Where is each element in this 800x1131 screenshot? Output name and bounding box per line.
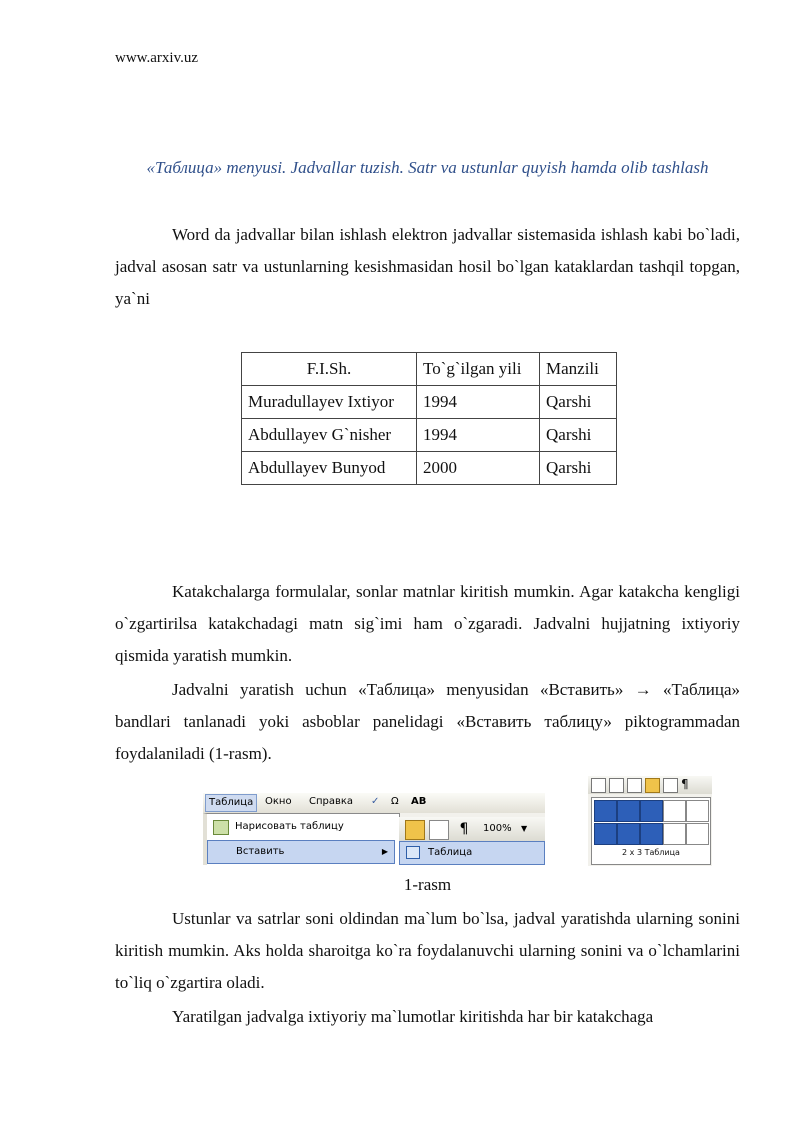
table-cell: Qarshi xyxy=(540,419,617,452)
table-header-cell: To`g`ilgan yili xyxy=(417,353,540,386)
pilcrow-icon[interactable]: ¶ xyxy=(459,821,469,837)
standard-toolbar xyxy=(399,817,545,841)
draw-table-item[interactable] xyxy=(207,816,393,838)
table-header-row xyxy=(242,353,617,386)
table-cell: Abdullayev G`nisher xyxy=(242,419,417,452)
table-cell: 1994 xyxy=(417,419,540,452)
grid-caption: 2 x 3 Таблица xyxy=(622,848,680,857)
zoom-value[interactable]: 100% xyxy=(483,823,512,834)
grid-picker-screenshot xyxy=(588,776,712,866)
grid-cell[interactable] xyxy=(640,800,663,822)
grid-cell[interactable] xyxy=(663,800,686,822)
table-icon xyxy=(406,846,420,859)
table-header-cell: F.I.Sh. xyxy=(242,353,417,386)
table-row xyxy=(242,419,617,452)
menu-table[interactable]: Таблица xyxy=(205,794,257,812)
spellcheck-icon[interactable]: ✓ xyxy=(371,796,380,807)
table-submenu-item[interactable] xyxy=(400,842,544,864)
table-size-grid[interactable] xyxy=(591,797,711,865)
drawing-icon[interactable] xyxy=(663,778,678,793)
table-cell: 2000 xyxy=(417,452,540,485)
insert-item[interactable] xyxy=(207,840,395,864)
grid-cell[interactable] xyxy=(594,800,617,822)
new-doc-icon[interactable] xyxy=(591,778,606,793)
menu-screenshot xyxy=(203,793,545,865)
insert-table-icon[interactable] xyxy=(405,820,425,840)
table-submenu-label: Таблица xyxy=(428,847,473,858)
menubar xyxy=(203,793,545,813)
table-icon[interactable] xyxy=(609,778,624,793)
table-row xyxy=(242,452,617,485)
zoom-dropdown-icon[interactable]: ▼ xyxy=(521,824,528,833)
font-style-icon[interactable]: AB xyxy=(411,796,427,807)
column-icon[interactable] xyxy=(627,778,642,793)
figure-caption: 1-rasm xyxy=(403,875,452,894)
grid-cell[interactable] xyxy=(594,823,617,845)
menu-window[interactable]: Окно xyxy=(265,796,292,807)
grid-cell[interactable] xyxy=(640,823,663,845)
site-url: www.arxiv.uz xyxy=(115,50,199,66)
grid-cell[interactable] xyxy=(617,823,640,845)
table-cell: Qarshi xyxy=(540,386,617,419)
insert-table-icon[interactable] xyxy=(645,778,660,793)
omega-icon[interactable]: Ω xyxy=(391,796,399,807)
pilcrow-icon[interactable]: ¶ xyxy=(681,777,689,791)
insert-label: Вставить xyxy=(236,846,285,857)
sample-table xyxy=(241,352,617,485)
table-cell: Muradullayev Ixtiyor xyxy=(242,386,417,419)
paragraph-intro: Word da jadvallar bilan ishlash elektron jadvallar sistemasida ishlash kabi bo`ladi, jadval asosan satr va ustunlarning kesishmasidan hosil bo`lgan kataklardan tashqil topgan, ya`ni xyxy=(115,225,740,308)
grid-cell[interactable] xyxy=(686,823,709,845)
paragraph-create: Jadvalni yaratish uchun «Таблица» menyusidan «Вставить» → «Таблица» bandlari tanlanadi yoki asboblar panelidagi «Вставить таблицу» piktogrammadan foydalaniladi (1-rasm). xyxy=(115,680,740,763)
picker-toolbar xyxy=(588,776,712,794)
grid-cell[interactable] xyxy=(617,800,640,822)
grid-cell[interactable] xyxy=(686,800,709,822)
pencil-icon xyxy=(213,820,229,835)
table-cell: Qarshi xyxy=(540,452,617,485)
insert-submenu xyxy=(399,841,545,865)
table-header-cell: Manzili xyxy=(540,353,617,386)
table-dropdown xyxy=(203,813,400,865)
table-row xyxy=(242,386,617,419)
table-cell: 1994 xyxy=(417,386,540,419)
grid-cell[interactable] xyxy=(663,823,686,845)
menu-help[interactable]: Справка xyxy=(309,796,354,807)
paragraph-data-entry: Yaratilgan jadvalga ixtiyoriy ma`lumotlar kiritishda har bir katakchaga xyxy=(172,1007,654,1026)
table-cell: Abdullayev Bunyod xyxy=(242,452,417,485)
paragraph-cells: Katakchalarga formulalar, sonlar matnlar kiritish mumkin. Agar katakcha kengligi o`zgartirilsa katakchadagi matn sig`imi ham o`zgaradi. Jadvalni hujjatning ixtiyoriy qismida yaratish mumkin. xyxy=(115,582,740,665)
draw-table-label: Нарисовать таблицу xyxy=(235,821,344,832)
paragraph-rows-cols: Ustunlar va satrlar soni oldindan ma`lum bo`lsa, jadval yaratishda ularning sonini kiritish mumkin. Aks holda sharoitga ko`ra foydalanuvchi ularning sonini va o`lchamlarini to`liq o`zgartira oladi. xyxy=(115,909,740,992)
column-icon[interactable] xyxy=(429,820,449,840)
submenu-arrow-icon: ▶ xyxy=(381,847,388,856)
section-heading: «Таблица» menyusi. Jadvallar tuzish. Satr va ustunlar quyish hamda olib tashlash xyxy=(146,158,709,177)
